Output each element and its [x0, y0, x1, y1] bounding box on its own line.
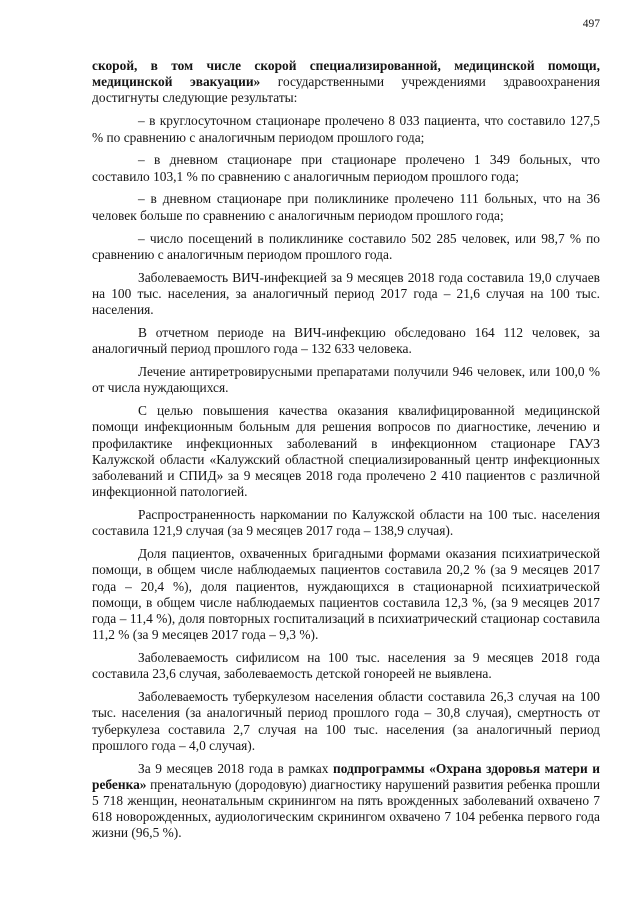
paragraph-hiv-incidence: Заболеваемость ВИЧ-инфекцией за 9 месяцев 2018 года составила 19,0 случаев на 100 тыс. населения, за аналогичный период 2017 года – 21,6 случая на 100 тыс. населения. — [92, 269, 600, 318]
document-body — [92, 58, 600, 848]
bold-text: скорой, в том числе скорой специализированной, медицинской помощи, медицинской эвакуации» — [92, 58, 600, 90]
paragraph-intro — [92, 58, 600, 107]
paragraph-antiretroviral: Лечение антиретровирусными препаратами получили 946 человек, или 100,0 % от числа нуждающихся. — [92, 364, 600, 396]
paragraph-psychiatric-care: Доля пациентов, охваченных бригадными формами оказания психиатрической помощи, в общем числе наблюдаемых пациентов составила 20,2 % (за 9 месяцев 2017 года – 20,4 %), доля пациентов, нуждающихся в стационарной психиатрической помощи, в общем числе наблюдаемых пациентов составила 12,3 %, (за 9 месяцев 2017 года – 11,4 %), доля повторных госпитализаций в психиатрический стационар составила 11,2 % (за 9 месяцев 2017 года – 9,3 %). — [92, 546, 600, 643]
paragraph-infectious-care: С целью повышения качества оказания квалифицированной медицинской помощи инфекционным больным для решения вопросов по диагностике, лечению и профилактике инфекционных заболеваний в инфекционном стационаре ГАУЗ Калужской области «Калужский областной специализированный центр инфекционных заболеваний и СПИД» за 9 месяцев 2018 года пролечено 2 410 пациентов с различной инфекционной патологией. — [92, 403, 600, 500]
paragraph-polyclinic-visits: – число посещений в поликлинике составило 502 285 человек, или 98,7 % по сравнению с аналогичным периодом прошлого года. — [92, 230, 600, 262]
paragraph-day-hospital: – в дневном стационаре при стационаре пролечено 1 349 больных, что составило 103,1 % по сравнению с аналогичным периодом прошлого года; — [92, 152, 600, 184]
paragraph-hiv-testing: В отчетном периоде на ВИЧ-инфекцию обследовано 164 112 человек, за аналогичный период прошлого года – 132 633 человека. — [92, 324, 600, 357]
paragraph-day-hospital-polyclinic: – в дневном стационаре при поликлинике пролечено 111 больных, что на 36 человек больше по сравнению с аналогичным периодом прошлого года; — [92, 191, 600, 223]
paragraph-syphilis: Заболеваемость сифилисом на 100 тыс. населения за 9 месяцев 2018 года составила 23,6 случая, заболеваемость детской гонореей не выявлена. — [92, 650, 600, 682]
paragraph-round-the-clock-hospital: – в круглосуточном стационаре пролечено 8 033 пациента, что составило 127,5 % по сравнению с аналогичным периодом прошлого года; — [92, 113, 600, 145]
paragraph-maternal-health — [92, 761, 600, 842]
paragraph-text: пренатальную (дородовую) диагностику нарушений развития ребенка прошли 5 718 женщин, неонатальным скринингом на пять врожденных заболеваний охвачено 7 618 новорожденных, аудиологическим скринингом охвачено 7 104 ребенка первого года жизни (96,5 %). — [92, 776, 600, 841]
page-number: 497 — [582, 18, 600, 30]
paragraph-text: государственными учреждениями здравоохранения достигнуты следующие результаты: — [92, 74, 600, 106]
paragraph-tuberculosis: Заболеваемость туберкулезом населения области составила 26,3 случая на 100 тыс. населения (за аналогичный период прошлого года – 30,8 случая), смертность от туберкулеза составила 2,7 случая на 100 тыс. населения (за аналогичный период прошлого года – 4,0 случая). — [92, 689, 600, 753]
bold-text: подпрограммы «Охрана здоровья матери и ребенка» — [92, 760, 601, 792]
paragraph-drug-addiction: Распространенность наркомании по Калужской области на 100 тыс. населения составила 121,9 случая (за 9 месяцев 2017 года – 138,9 случая). — [92, 507, 600, 539]
paragraph-text: За 9 месяцев 2018 года в рамках — [138, 760, 334, 776]
